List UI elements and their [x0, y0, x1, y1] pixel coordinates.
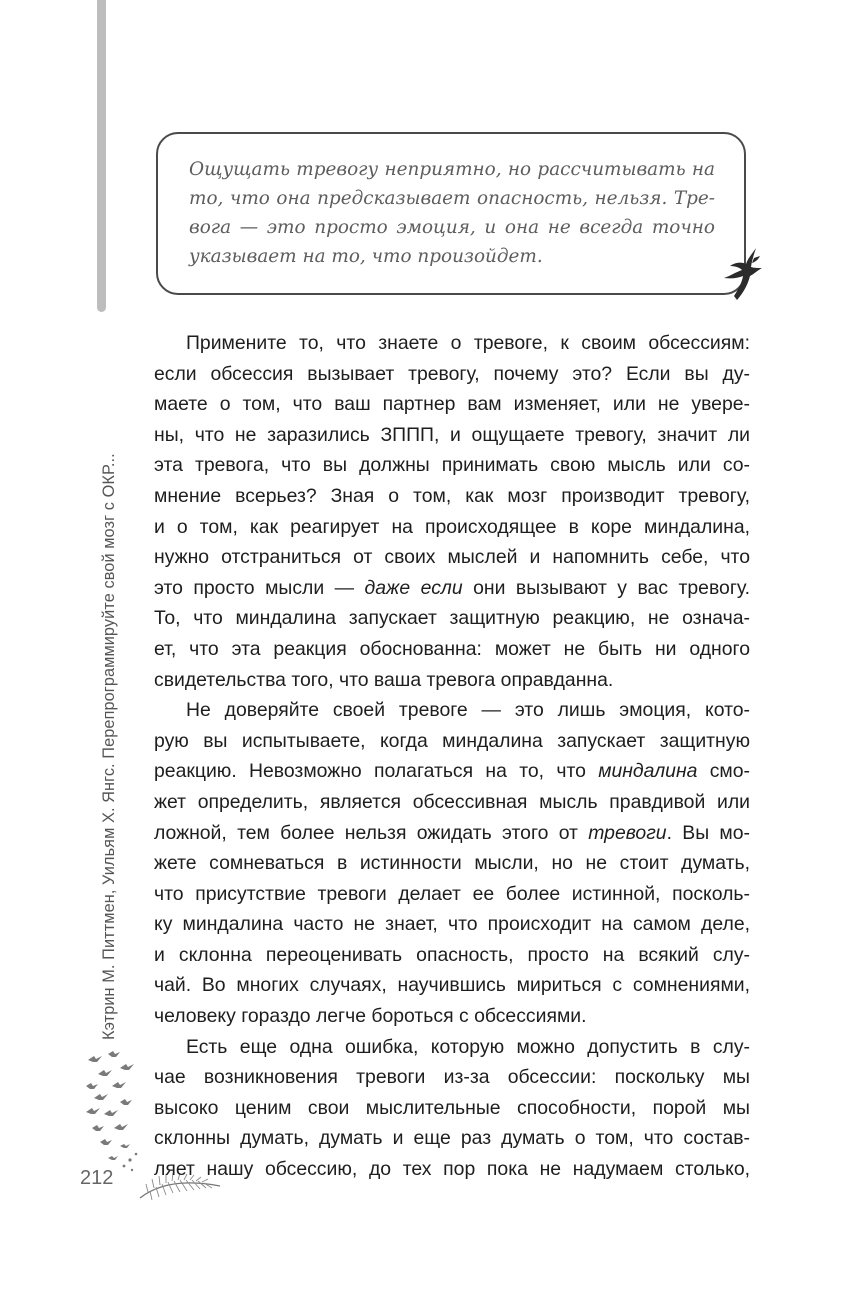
text-line: эта тревога, что вы должны принимать свою мысль или со- — [154, 454, 750, 477]
text-line — [154, 756, 750, 787]
text-line: ны, что не заразились ЗППП, и ощущаете тревогу, значит ли — [154, 423, 750, 446]
text-line: ку миндалина часто не знает, что происходит на самом деле, — [154, 913, 750, 936]
margin-bar — [97, 0, 106, 312]
callout-text — [189, 155, 715, 271]
text-run: реакцию. Невозможно полагаться на то, что — [154, 760, 586, 783]
text-line: склонны думать, думать и еще раз думать о том, что состав- — [154, 1127, 750, 1150]
flock-of-birds-icon — [80, 1050, 150, 1175]
callout-line: Ощущать тревогу неприятно, но рассчитывать на — [189, 159, 715, 180]
text-line: рую вы испытываете, когда миндалина запускает защитную — [154, 729, 750, 752]
text-run: . Вы мо- — [666, 821, 750, 844]
text-line — [154, 818, 750, 849]
text-run: они вызывают у вас тревогу. — [473, 576, 751, 599]
page-number: 212 — [80, 1167, 114, 1189]
text-line: Примените то, что знаете о тревоге, к своим обсессиям: — [186, 332, 750, 354]
text-line: чае возникновения тревоги из-за обсессии: поскольку мы — [154, 1066, 750, 1089]
text-line: свидетельства того, что ваша тревога оправданна. — [154, 668, 614, 691]
body-text — [154, 328, 750, 1185]
text-line — [154, 573, 750, 604]
callout-line: то, что она предсказывает опасность, нельзя. Тре- — [189, 188, 715, 209]
text-line: жет определить, является обсессивная мысль правдивой или — [154, 790, 750, 813]
emphasis-text: миндалина — [598, 760, 698, 783]
running-head: Кэтрин М. Питтмен, Уильям Х. Янгс. Перепрограммируйте свой мозг с ОКР... — [100, 453, 118, 1040]
callout-line: вога — это просто эмоция, и она не всегда точно — [189, 217, 715, 238]
text-line: если обсессия вызывает тревогу, почему это? Если вы ду- — [154, 362, 750, 385]
text-line: нужно отстраниться от своих мыслей и напомнить себе, что — [154, 546, 750, 569]
text-line: что присутствие тревоги делает ее более истинной, посколь- — [154, 882, 750, 905]
text-line: Есть еще одна ошибка, которую можно допустить в слу- — [186, 1035, 750, 1058]
text-line: и склонна переоценивать опасность, просто на всякий слу- — [154, 943, 750, 966]
text-run: ложной, тем более нельзя ожидать этого от — [154, 821, 578, 844]
bird-silhouette-icon — [722, 246, 764, 302]
text-run: это просто мысли — — [154, 576, 355, 599]
text-line: высоко ценим свои мыслительные способности, порой мы — [154, 1096, 750, 1119]
text-line: ет, что эта реакция обоснованна: может не быть ни одного — [154, 637, 750, 660]
text-line: человеку гораздо легче бороться с обсессиями. — [154, 1005, 587, 1028]
text-line: маете о том, что ваш партнер вам изменяет, или не увере- — [154, 393, 750, 416]
text-line: и о том, как реагирует на происходящее в коре миндалина, — [154, 515, 750, 538]
emphasis-text: даже если — [364, 576, 463, 599]
text-line: чай. Во многих случаях, научившись мириться с сомнениями, — [154, 974, 750, 997]
emphasis-text: тревоги — [588, 821, 667, 844]
text-line: жете сомневаться в истинности мысли, но не стоит думать, — [154, 852, 750, 875]
text-line: мнение всерьез? Зная о том, как мозг производит тревогу, — [154, 484, 750, 507]
text-run: смо- — [709, 760, 750, 783]
text-line: Не доверяйте своей тревоге — это лишь эмоция, кото- — [186, 699, 750, 722]
text-line: ляет нашу обсессию, до тех пор пока не надумаем столько, — [154, 1158, 750, 1181]
callout-line: указывает на то, что произойдет. — [189, 246, 543, 267]
text-line: То, что миндалина запускает защитную реакцию, не означа- — [154, 607, 750, 630]
